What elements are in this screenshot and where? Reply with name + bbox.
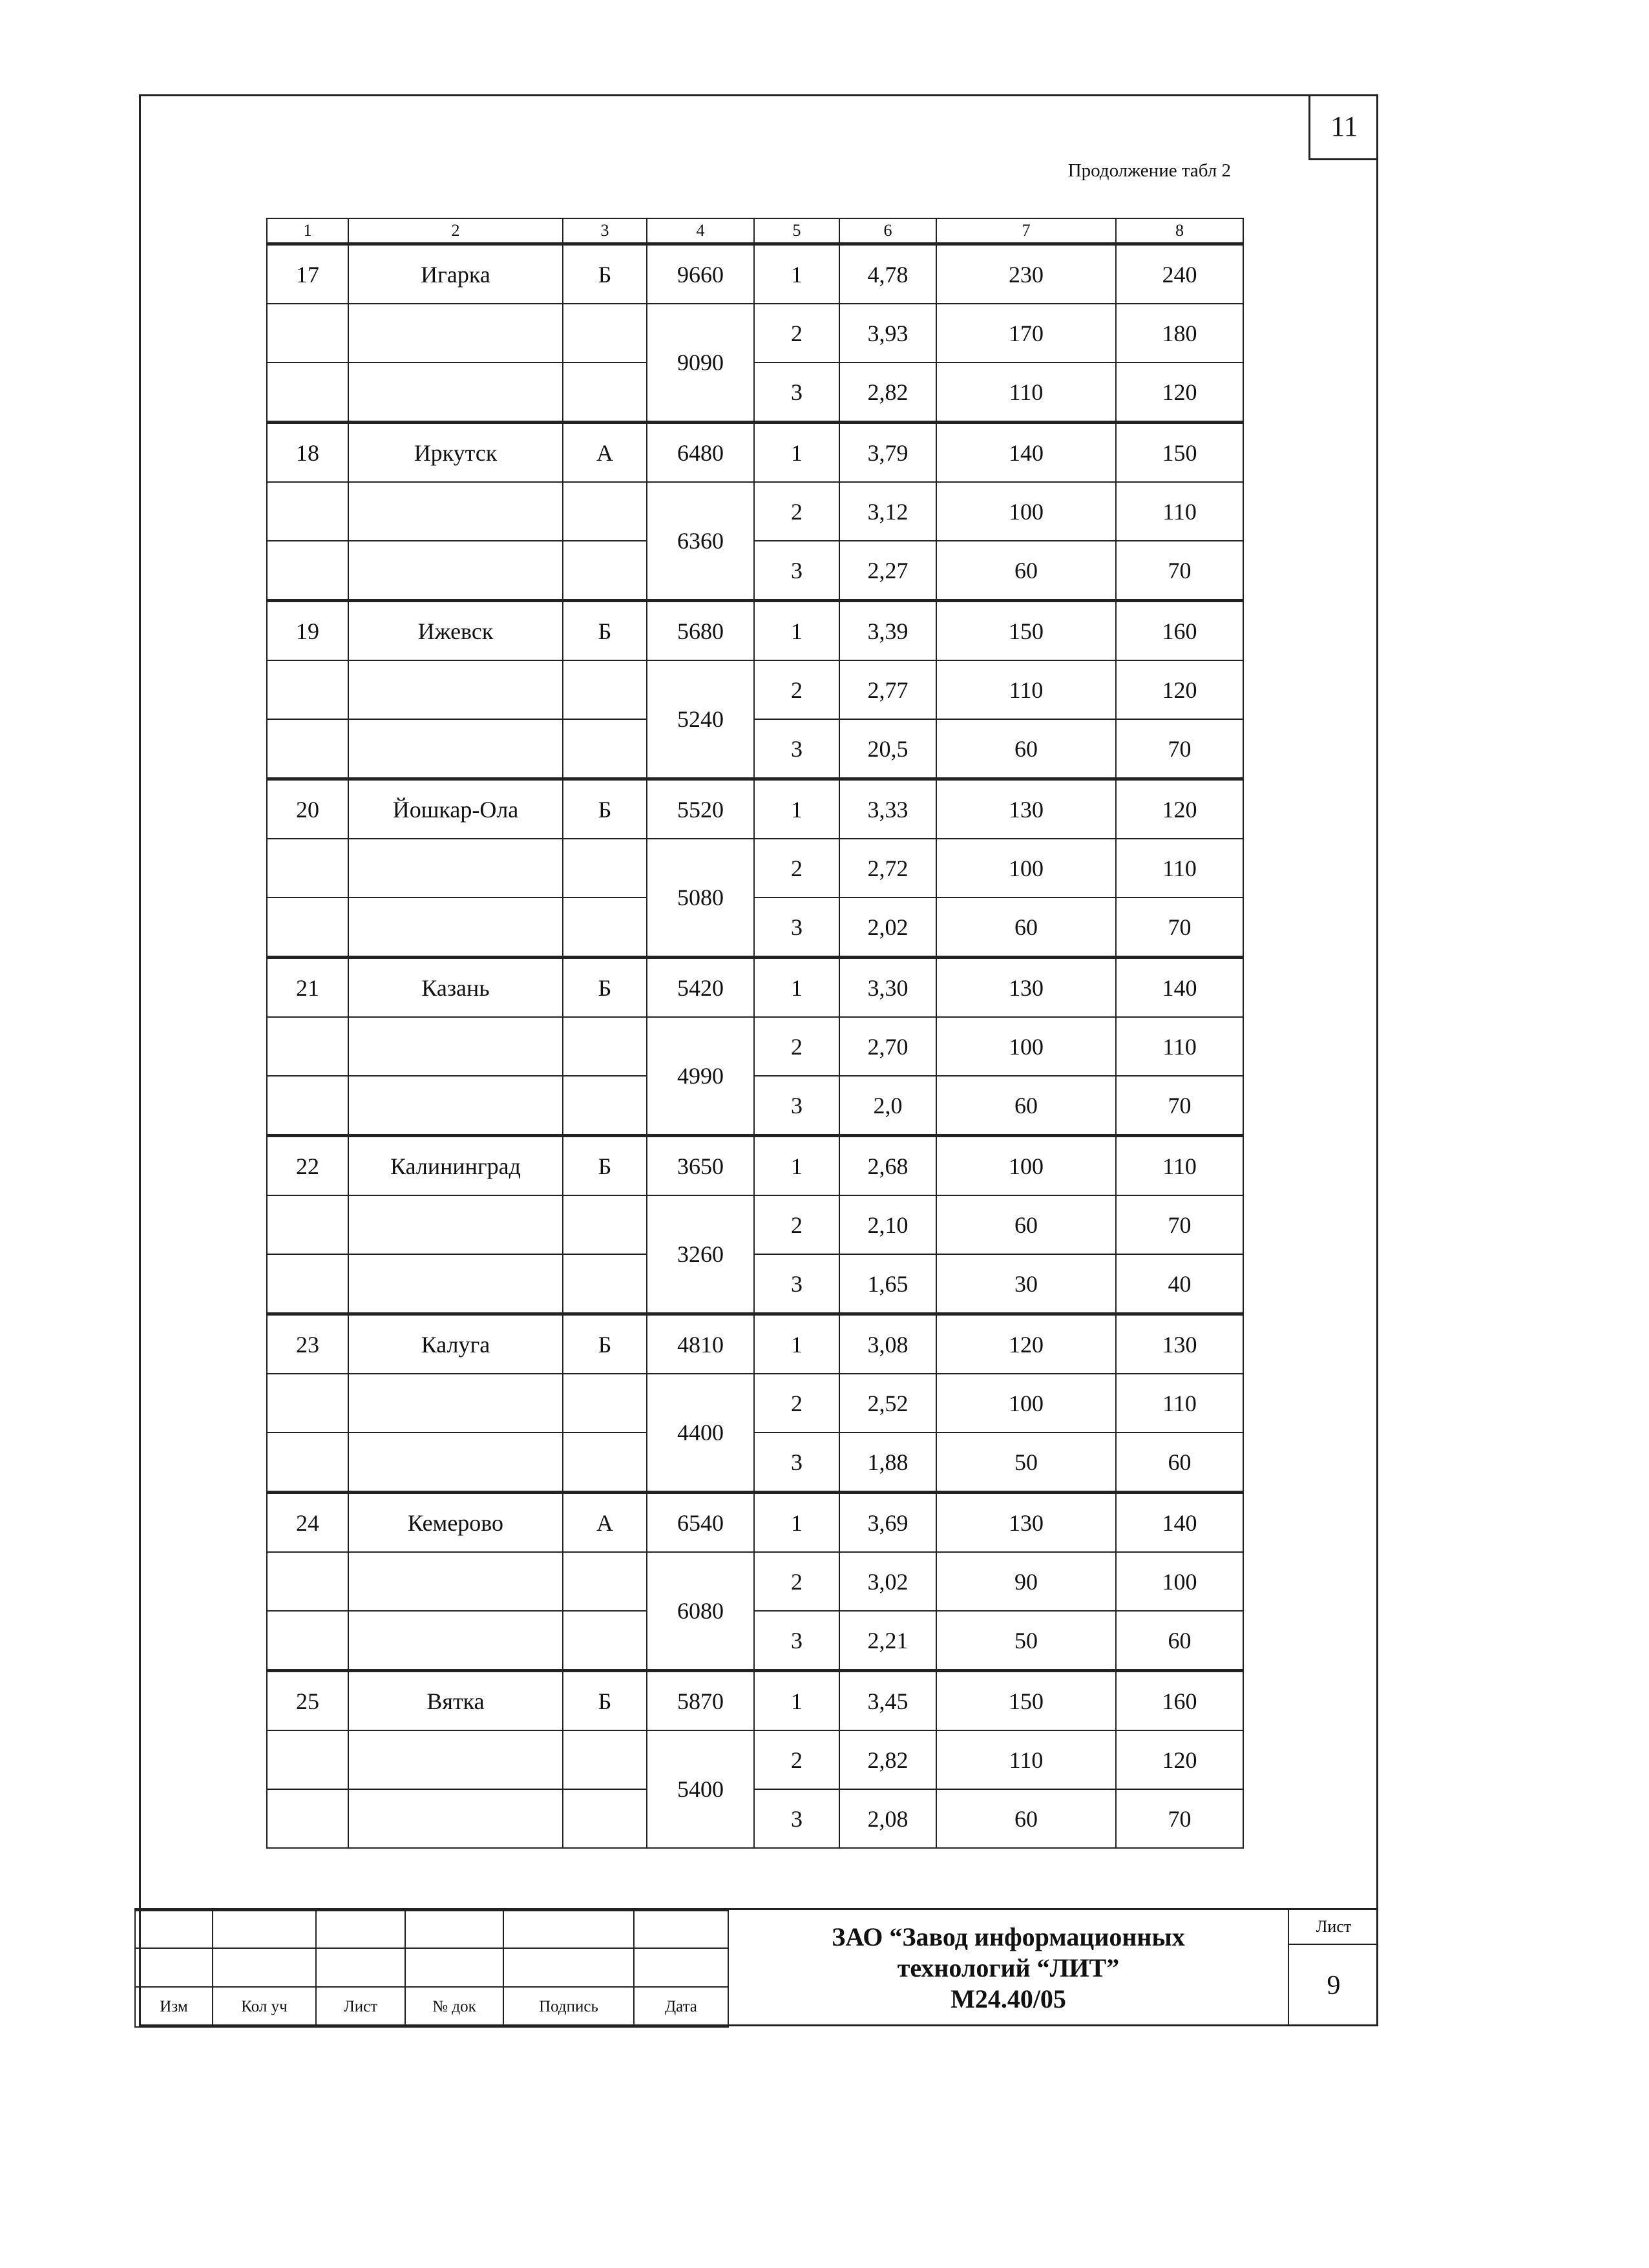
empty-cell: [563, 1076, 647, 1136]
stamp-cell: [213, 1948, 316, 1987]
empty-cell: [267, 1552, 348, 1611]
empty-cell: [267, 839, 348, 898]
value-cell: 110: [936, 1730, 1116, 1789]
zone-cell: Б: [563, 1671, 647, 1731]
value-cell: 3,69: [839, 1493, 936, 1553]
city-cell: Калуга: [348, 1314, 563, 1374]
value-col4-cell: 9660: [647, 244, 754, 304]
empty-cell: [563, 1789, 647, 1848]
empty-cell: [267, 660, 348, 719]
value-cell: 90: [936, 1552, 1116, 1611]
value-cell: 3: [754, 719, 839, 779]
value-cell: 2: [754, 482, 839, 541]
company-line-1: ЗАО “Завод информационных: [832, 1922, 1185, 1951]
value-cell: 3,39: [839, 601, 936, 661]
row-number-cell: 24: [267, 1493, 348, 1553]
value-cell: 70: [1116, 1789, 1243, 1848]
company-line-2: технологий “ЛИТ”: [897, 1953, 1120, 1982]
empty-cell: [348, 1730, 563, 1789]
table-row: [267, 719, 1243, 779]
value-cell: 70: [1116, 1076, 1243, 1136]
empty-cell: [348, 898, 563, 958]
value-cell: 4,78: [839, 244, 936, 304]
table-row: [267, 482, 1243, 541]
zone-cell: Б: [563, 1314, 647, 1374]
value-cell: 60: [1116, 1433, 1243, 1493]
title-block: [134, 1908, 1378, 2026]
city-cell: Игарка: [348, 244, 563, 304]
empty-cell: [563, 1433, 647, 1493]
empty-cell: [267, 304, 348, 362]
table-row: [267, 1136, 1243, 1196]
value-cell: 150: [1116, 423, 1243, 483]
value-cell: 100: [936, 1017, 1116, 1076]
empty-cell: [267, 1017, 348, 1076]
value-cell: 120: [1116, 660, 1243, 719]
value-cell: 3,02: [839, 1552, 936, 1611]
value-cell: 110: [936, 362, 1116, 423]
document-code: М24.40/05: [951, 1984, 1066, 2013]
empty-cell: [563, 1195, 647, 1254]
row-number-cell: 22: [267, 1136, 348, 1196]
empty-cell: [563, 482, 647, 541]
empty-cell: [563, 1254, 647, 1314]
empty-cell: [563, 541, 647, 601]
stamp-cell: [135, 1948, 213, 1987]
value-cell: 70: [1116, 1195, 1243, 1254]
table-row: [267, 898, 1243, 958]
empty-cell: [267, 898, 348, 958]
value-cell: 2,68: [839, 1136, 936, 1196]
empty-cell: [563, 1017, 647, 1076]
value-cell: 60: [936, 1789, 1116, 1848]
zone-cell: Б: [563, 779, 647, 839]
value-cell: 180: [1116, 304, 1243, 362]
stamp-cell: [405, 1948, 503, 1987]
company-block: [728, 1910, 1289, 2026]
value-col4-cell: 3650: [647, 1136, 754, 1196]
stamp-label-doc-no: № док: [405, 1987, 503, 2027]
value-cell: 2,77: [839, 660, 936, 719]
empty-cell: [267, 1611, 348, 1671]
empty-cell: [563, 1374, 647, 1433]
value-cell: 110: [1116, 1374, 1243, 1433]
revision-stamp: [134, 1910, 729, 2028]
empty-cell: [348, 541, 563, 601]
value-col4-merged-cell: 6360: [647, 482, 754, 601]
value-cell: 160: [1116, 1671, 1243, 1731]
value-cell: 60: [936, 1195, 1116, 1254]
city-cell: Калининград: [348, 1136, 563, 1196]
value-cell: 3: [754, 1076, 839, 1136]
value-cell: 3,33: [839, 779, 936, 839]
value-cell: 2,27: [839, 541, 936, 601]
value-cell: 120: [1116, 1730, 1243, 1789]
header-cell: 4: [647, 218, 754, 244]
row-number-cell: 18: [267, 423, 348, 483]
empty-cell: [348, 1254, 563, 1314]
empty-cell: [563, 839, 647, 898]
value-cell: 1: [754, 423, 839, 483]
value-cell: 1,65: [839, 1254, 936, 1314]
row-number-cell: 21: [267, 958, 348, 1018]
value-cell: 110: [936, 660, 1116, 719]
value-cell: 120: [936, 1314, 1116, 1374]
value-cell: 130: [936, 1493, 1116, 1553]
value-col4-cell: 5870: [647, 1671, 754, 1731]
value-col4-cell: 5680: [647, 601, 754, 661]
value-cell: 2,72: [839, 839, 936, 898]
empty-cell: [267, 1433, 348, 1493]
table-row: [267, 362, 1243, 423]
value-col4-cell: 6540: [647, 1493, 754, 1553]
page-corner-number: 11: [1308, 94, 1378, 160]
table-row: [267, 304, 1243, 362]
empty-cell: [563, 1730, 647, 1789]
value-col4-merged-cell: 5400: [647, 1730, 754, 1848]
value-cell: 2,52: [839, 1374, 936, 1433]
empty-cell: [348, 1374, 563, 1433]
empty-cell: [348, 362, 563, 423]
stamp-cell: [503, 1911, 634, 1948]
zone-cell: Б: [563, 601, 647, 661]
stamp-cell: [316, 1948, 405, 1987]
value-col4-merged-cell: 4990: [647, 1017, 754, 1136]
empty-cell: [348, 719, 563, 779]
value-cell: 1: [754, 601, 839, 661]
value-cell: 60: [936, 1076, 1116, 1136]
value-cell: 2: [754, 1374, 839, 1433]
table-row: [267, 1374, 1243, 1433]
value-cell: 160: [1116, 601, 1243, 661]
value-cell: 3: [754, 1254, 839, 1314]
value-cell: 60: [936, 898, 1116, 958]
value-cell: 2: [754, 304, 839, 362]
header-cell: 2: [348, 218, 563, 244]
empty-cell: [267, 1730, 348, 1789]
table-row: [267, 1076, 1243, 1136]
value-cell: 70: [1116, 898, 1243, 958]
value-cell: 140: [936, 423, 1116, 483]
value-cell: 130: [936, 958, 1116, 1018]
zone-cell: А: [563, 1493, 647, 1553]
value-col4-merged-cell: 4400: [647, 1374, 754, 1493]
empty-cell: [348, 304, 563, 362]
empty-cell: [348, 482, 563, 541]
city-cell: Казань: [348, 958, 563, 1018]
value-cell: 3,45: [839, 1671, 936, 1731]
city-cell: Иркутск: [348, 423, 563, 483]
empty-cell: [267, 1374, 348, 1433]
value-cell: 1: [754, 1493, 839, 1553]
value-col4-merged-cell: 9090: [647, 304, 754, 423]
value-cell: 110: [1116, 1136, 1243, 1196]
city-cell: Вятка: [348, 1671, 563, 1731]
zone-cell: Б: [563, 1136, 647, 1196]
table-row: [267, 1730, 1243, 1789]
value-cell: 100: [936, 839, 1116, 898]
value-cell: 1: [754, 958, 839, 1018]
value-cell: 230: [936, 244, 1116, 304]
table-row: [267, 1611, 1243, 1671]
value-cell: 70: [1116, 719, 1243, 779]
continuation-label: Продолжение табл 2: [1067, 160, 1231, 181]
value-col4-cell: 5420: [647, 958, 754, 1018]
stamp-cell: [405, 1911, 503, 1948]
value-cell: 3: [754, 1789, 839, 1848]
stamp-cell: [634, 1948, 728, 1987]
table-row: [267, 1789, 1243, 1848]
empty-cell: [563, 1611, 647, 1671]
value-cell: 60: [936, 719, 1116, 779]
empty-cell: [563, 1552, 647, 1611]
empty-cell: [267, 1076, 348, 1136]
value-cell: 30: [936, 1254, 1116, 1314]
empty-cell: [267, 541, 348, 601]
table-row: [267, 1017, 1243, 1076]
sheet-label: Лист: [1289, 1910, 1378, 1945]
table-row: [267, 1314, 1243, 1374]
value-cell: 3,93: [839, 304, 936, 362]
table-row: [267, 423, 1243, 483]
table-header-row: [267, 218, 1243, 244]
value-cell: 50: [936, 1611, 1116, 1671]
empty-cell: [563, 898, 647, 958]
value-cell: 60: [1116, 1611, 1243, 1671]
value-cell: 100: [936, 1136, 1116, 1196]
zone-cell: А: [563, 423, 647, 483]
value-cell: 50: [936, 1433, 1116, 1493]
value-cell: 20,5: [839, 719, 936, 779]
zone-cell: Б: [563, 958, 647, 1018]
value-cell: 2,21: [839, 1611, 936, 1671]
empty-cell: [348, 1789, 563, 1848]
value-cell: 2,82: [839, 1730, 936, 1789]
value-cell: 110: [1116, 839, 1243, 898]
value-cell: 3: [754, 898, 839, 958]
value-cell: 170: [936, 304, 1116, 362]
value-cell: 130: [936, 779, 1116, 839]
value-cell: 2,0: [839, 1076, 936, 1136]
row-number-cell: 19: [267, 601, 348, 661]
empty-cell: [563, 362, 647, 423]
empty-cell: [348, 839, 563, 898]
value-cell: 2: [754, 1552, 839, 1611]
empty-cell: [267, 482, 348, 541]
city-cell: Йошкар-Ола: [348, 779, 563, 839]
value-cell: 100: [936, 482, 1116, 541]
empty-cell: [348, 1433, 563, 1493]
empty-cell: [267, 1195, 348, 1254]
empty-cell: [267, 1789, 348, 1848]
value-cell: 3,30: [839, 958, 936, 1018]
value-cell: 130: [1116, 1314, 1243, 1374]
value-cell: 40: [1116, 1254, 1243, 1314]
value-cell: 3: [754, 362, 839, 423]
data-table: [266, 218, 1244, 1849]
value-cell: 1: [754, 1314, 839, 1374]
header-cell: 8: [1116, 218, 1243, 244]
table-row: [267, 958, 1243, 1018]
city-cell: Кемерово: [348, 1493, 563, 1553]
value-cell: 1: [754, 1136, 839, 1196]
table-row: [267, 1552, 1243, 1611]
sheet-number: 9: [1327, 1971, 1341, 2000]
header-cell: 6: [839, 218, 936, 244]
stamp-label-signature: Подпись: [503, 1987, 634, 2027]
value-cell: 3,79: [839, 423, 936, 483]
value-cell: 2,08: [839, 1789, 936, 1848]
table-row: [267, 601, 1243, 661]
value-cell: 3: [754, 541, 839, 601]
table-row: [267, 1671, 1243, 1731]
table-row: [267, 779, 1243, 839]
stamp-label-izm: Изм: [135, 1987, 213, 2027]
value-cell: 60: [936, 541, 1116, 601]
value-cell: 1: [754, 1671, 839, 1731]
empty-cell: [563, 304, 647, 362]
value-cell: 2,02: [839, 898, 936, 958]
value-col4-cell: 6480: [647, 423, 754, 483]
value-col4-cell: 5520: [647, 779, 754, 839]
table-row: [267, 1433, 1243, 1493]
row-number-cell: 23: [267, 1314, 348, 1374]
empty-cell: [348, 1552, 563, 1611]
empty-cell: [348, 1611, 563, 1671]
empty-cell: [563, 719, 647, 779]
value-cell: 70: [1116, 541, 1243, 601]
header-cell: 5: [754, 218, 839, 244]
stamp-cell: [135, 1911, 213, 1948]
value-cell: 240: [1116, 244, 1243, 304]
table-row: [267, 1254, 1243, 1314]
value-col4-cell: 4810: [647, 1314, 754, 1374]
table-row: [267, 244, 1243, 304]
value-cell: 2,70: [839, 1017, 936, 1076]
row-number-cell: 17: [267, 244, 348, 304]
value-cell: 2: [754, 660, 839, 719]
value-cell: 3: [754, 1611, 839, 1671]
empty-cell: [267, 1254, 348, 1314]
value-col4-merged-cell: 6080: [647, 1552, 754, 1671]
table-row: [267, 1493, 1243, 1553]
empty-cell: [348, 1017, 563, 1076]
value-cell: 100: [1116, 1552, 1243, 1611]
row-number-cell: 25: [267, 1671, 348, 1731]
empty-cell: [267, 719, 348, 779]
table-row: [267, 660, 1243, 719]
stamp-label-list: Лист: [316, 1987, 405, 2027]
value-cell: 110: [1116, 1017, 1243, 1076]
city-cell: Ижевск: [348, 601, 563, 661]
value-cell: 3,12: [839, 482, 936, 541]
stamp-cell: [316, 1911, 405, 1948]
value-cell: 120: [1116, 362, 1243, 423]
empty-cell: [563, 660, 647, 719]
value-cell: 100: [936, 1374, 1116, 1433]
empty-cell: [348, 1076, 563, 1136]
stamp-cell: [213, 1911, 316, 1948]
value-cell: 120: [1116, 779, 1243, 839]
header-cell: 1: [267, 218, 348, 244]
stamp-label-date: Дата: [634, 1987, 728, 2027]
table-row: [267, 541, 1243, 601]
value-col4-merged-cell: 5080: [647, 839, 754, 958]
header-cell: 3: [563, 218, 647, 244]
value-cell: 1,88: [839, 1433, 936, 1493]
value-col4-merged-cell: 5240: [647, 660, 754, 779]
table-row: [267, 1195, 1243, 1254]
value-cell: 150: [936, 601, 1116, 661]
stamp-cell: [503, 1948, 634, 1987]
value-cell: 2: [754, 1017, 839, 1076]
empty-cell: [348, 1195, 563, 1254]
value-cell: 2,82: [839, 362, 936, 423]
value-cell: 3,08: [839, 1314, 936, 1374]
value-cell: 140: [1116, 1493, 1243, 1553]
value-cell: 110: [1116, 482, 1243, 541]
value-cell: 2: [754, 839, 839, 898]
value-col4-merged-cell: 3260: [647, 1195, 754, 1314]
header-cell: 7: [936, 218, 1116, 244]
value-cell: 140: [1116, 958, 1243, 1018]
stamp-label-kol-uch: Кол уч: [213, 1987, 316, 2027]
empty-cell: [267, 362, 348, 423]
table-row: [267, 839, 1243, 898]
value-cell: 150: [936, 1671, 1116, 1731]
value-cell: 2: [754, 1195, 839, 1254]
value-cell: 1: [754, 244, 839, 304]
stamp-cell: [634, 1911, 728, 1948]
row-number-cell: 20: [267, 779, 348, 839]
zone-cell: Б: [563, 244, 647, 304]
value-cell: 2: [754, 1730, 839, 1789]
empty-cell: [348, 660, 563, 719]
value-cell: 2,10: [839, 1195, 936, 1254]
value-cell: 1: [754, 779, 839, 839]
value-cell: 3: [754, 1433, 839, 1493]
